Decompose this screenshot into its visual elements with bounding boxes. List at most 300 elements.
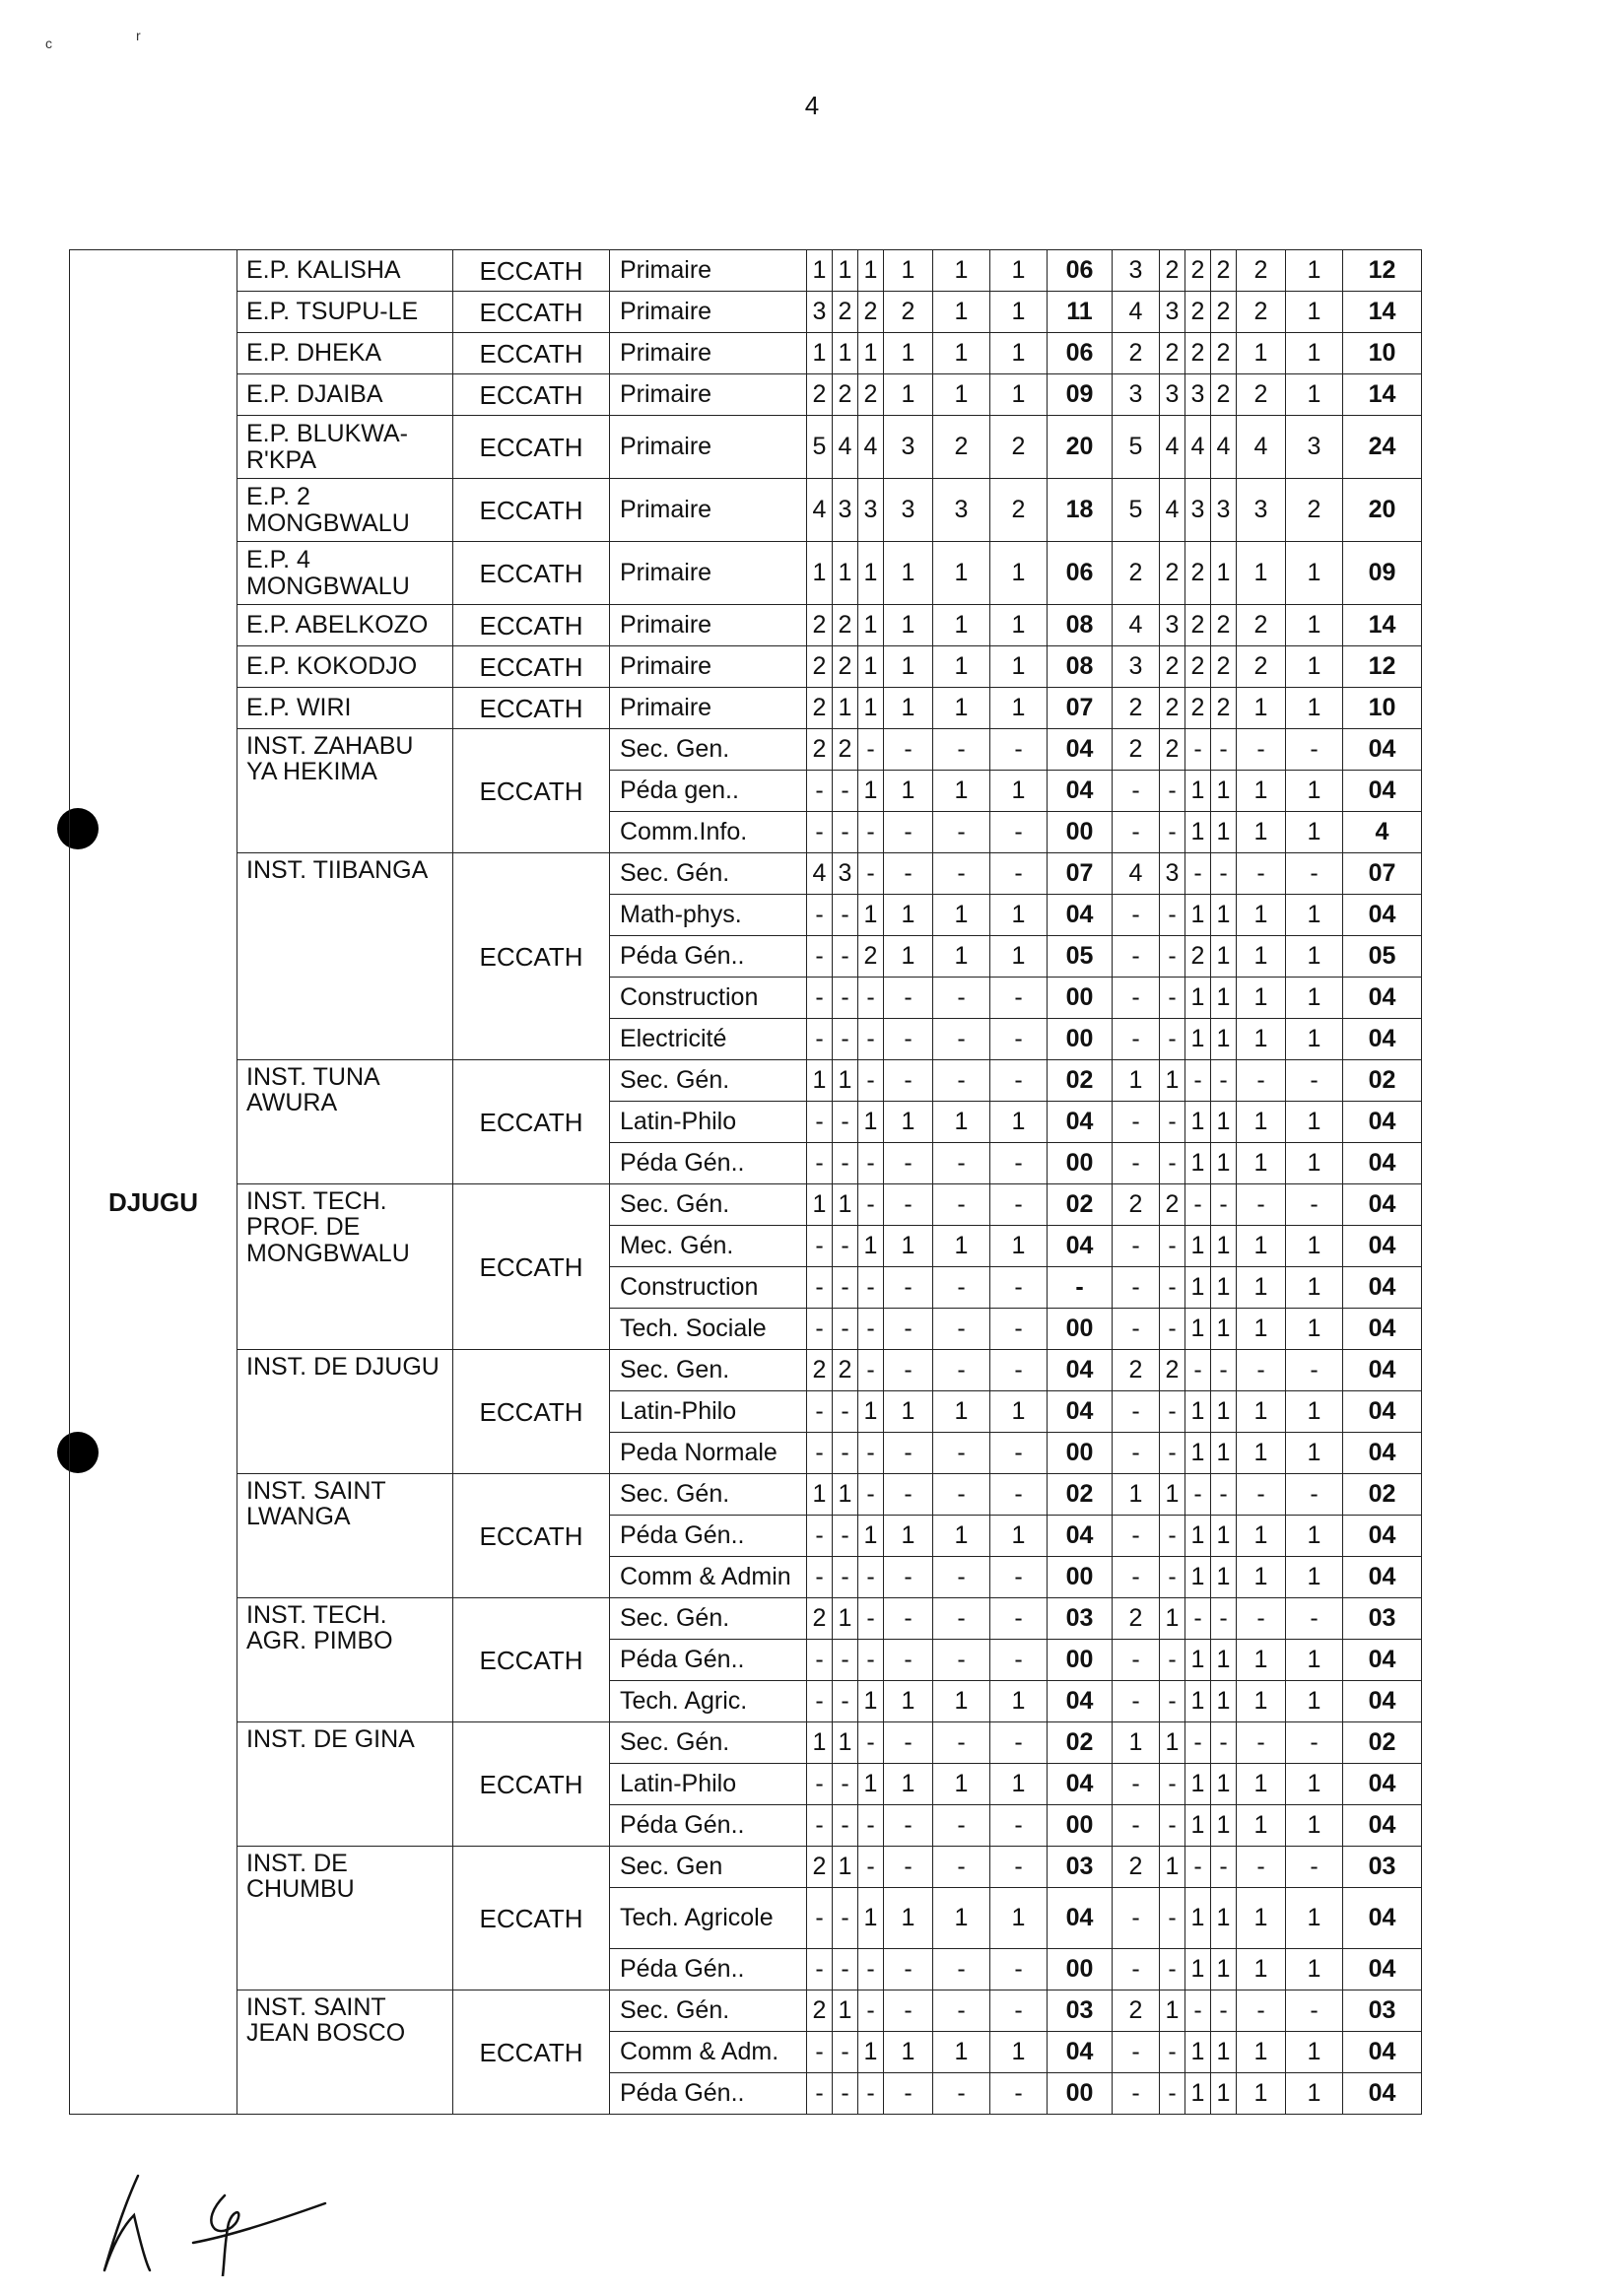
value-cell: 03 <box>1048 1990 1113 2032</box>
value-cell: 1 <box>990 1391 1048 1433</box>
value-cell: 1 <box>933 895 990 936</box>
value-cell: - <box>1113 1949 1160 1990</box>
value-cell: - <box>990 1143 1048 1184</box>
value-cell: 4 <box>1113 605 1160 646</box>
value-cell: 00 <box>1048 2073 1113 2115</box>
table-row <box>70 542 1422 605</box>
value-cell: 1 <box>1211 1557 1237 1598</box>
option-cell: Peda Normale <box>610 1433 807 1474</box>
value-cell: - <box>858 1598 884 1640</box>
value-cell: 1 <box>933 1391 990 1433</box>
value-cell: 03 <box>1343 1990 1422 2032</box>
value-cell: 2 <box>1160 333 1185 374</box>
value-cell: - <box>1185 1474 1211 1516</box>
value-cell: - <box>884 1184 933 1226</box>
value-cell: 1 <box>884 688 933 729</box>
value-cell: - <box>884 1060 933 1102</box>
value-cell: 2 <box>833 1350 858 1391</box>
value-cell: 1 <box>990 1888 1048 1949</box>
value-cell: - <box>1160 1681 1185 1722</box>
value-cell: 2 <box>1185 936 1211 978</box>
value-cell: 04 <box>1343 978 1422 1019</box>
value-cell: 1 <box>1211 1309 1237 1350</box>
value-cell: 3 <box>833 853 858 895</box>
school-name-cell: E.P. 2 MONGBWALU <box>237 479 453 542</box>
value-cell: - <box>884 1722 933 1764</box>
option-cell: Comm & Admin <box>610 1557 807 1598</box>
value-cell: 1 <box>933 1102 990 1143</box>
value-cell: 1 <box>990 1226 1048 1267</box>
value-cell: 04 <box>1343 1391 1422 1433</box>
value-cell: 1 <box>1286 1805 1343 1847</box>
value-cell: 1 <box>1185 1888 1211 1949</box>
value-cell: - <box>1113 1019 1160 1060</box>
value-cell: 1 <box>1286 1640 1343 1681</box>
value-cell: 18 <box>1048 479 1113 542</box>
value-cell: - <box>807 1640 833 1681</box>
value-cell: 11 <box>1048 292 1113 333</box>
value-cell: - <box>1160 1949 1185 1990</box>
option-cell: Primaire <box>610 542 807 605</box>
value-cell: - <box>933 729 990 771</box>
option-cell: Primaire <box>610 646 807 688</box>
value-cell: - <box>1160 1888 1185 1949</box>
value-cell: 2 <box>1160 688 1185 729</box>
value-cell: - <box>1286 1990 1343 2032</box>
value-cell: - <box>884 1805 933 1847</box>
value-cell: 20 <box>1048 416 1113 479</box>
value-cell: - <box>1211 1060 1237 1102</box>
value-cell: - <box>858 853 884 895</box>
value-cell: 1 <box>933 1888 990 1949</box>
value-cell: 04 <box>1343 1019 1422 1060</box>
value-cell: 1 <box>884 771 933 812</box>
value-cell: 1 <box>858 542 884 605</box>
value-cell: 1 <box>807 1722 833 1764</box>
organization-cell: ECCATH <box>453 1184 610 1350</box>
value-cell: 04 <box>1048 1226 1113 1267</box>
value-cell: 2 <box>1237 646 1286 688</box>
value-cell: - <box>990 1019 1048 1060</box>
organization-cell: ECCATH <box>453 729 610 853</box>
value-cell: 1 <box>858 771 884 812</box>
value-cell: - <box>858 2073 884 2115</box>
value-cell: 1 <box>990 250 1048 292</box>
value-cell: 3 <box>1160 292 1185 333</box>
value-cell: 04 <box>1343 1557 1422 1598</box>
value-cell: - <box>884 2073 933 2115</box>
value-cell: 14 <box>1343 374 1422 416</box>
value-cell: 1 <box>833 1060 858 1102</box>
value-cell: 2 <box>1113 1598 1160 1640</box>
value-cell: 1 <box>884 895 933 936</box>
value-cell: - <box>990 1847 1048 1888</box>
value-cell: 1 <box>933 1681 990 1722</box>
value-cell: 1 <box>1286 1102 1343 1143</box>
value-cell: 08 <box>1048 605 1113 646</box>
value-cell: 02 <box>1343 1722 1422 1764</box>
value-cell: 1 <box>1211 771 1237 812</box>
value-cell: - <box>833 1143 858 1184</box>
value-cell: 02 <box>1048 1474 1113 1516</box>
value-cell: 1 <box>1185 812 1211 853</box>
organization-cell: ECCATH <box>453 688 610 729</box>
value-cell: 09 <box>1343 542 1422 605</box>
value-cell: 4 <box>1343 812 1422 853</box>
option-cell: Sec. Gén. <box>610 1990 807 2032</box>
value-cell: 1 <box>1237 1391 1286 1433</box>
value-cell: 1 <box>990 292 1048 333</box>
school-name-cell: INST. TECH. PROF. DE MONGBWALU <box>237 1184 453 1350</box>
value-cell: 1 <box>1237 1681 1286 1722</box>
value-cell: - <box>1237 1847 1286 1888</box>
value-cell: - <box>807 1226 833 1267</box>
value-cell: 1 <box>1286 1267 1343 1309</box>
value-cell: - <box>1048 1267 1113 1309</box>
value-cell: 2 <box>807 374 833 416</box>
value-cell: 4 <box>1237 416 1286 479</box>
value-cell: - <box>1113 1226 1160 1267</box>
value-cell: 1 <box>884 605 933 646</box>
value-cell: 3 <box>884 479 933 542</box>
value-cell: - <box>990 1474 1048 1516</box>
table-row <box>70 374 1422 416</box>
value-cell: 1 <box>1286 1433 1343 1474</box>
value-cell: - <box>1237 729 1286 771</box>
value-cell: 1 <box>858 1764 884 1805</box>
value-cell: 2 <box>833 605 858 646</box>
organization-cell: ECCATH <box>453 374 610 416</box>
value-cell: 1 <box>884 250 933 292</box>
value-cell: - <box>833 1309 858 1350</box>
value-cell: - <box>933 1474 990 1516</box>
value-cell: - <box>1160 1764 1185 1805</box>
value-cell: - <box>933 1350 990 1391</box>
value-cell: - <box>990 1598 1048 1640</box>
value-cell: - <box>1211 1350 1237 1391</box>
value-cell: 1 <box>1211 1764 1237 1805</box>
value-cell: - <box>933 1557 990 1598</box>
value-cell: 2 <box>1211 250 1237 292</box>
table-row <box>70 853 1422 895</box>
value-cell: - <box>990 1722 1048 1764</box>
table-row <box>70 1060 1422 1102</box>
value-cell: 4 <box>807 479 833 542</box>
value-cell: - <box>884 1847 933 1888</box>
option-cell: Péda gen.. <box>610 771 807 812</box>
option-cell: Sec. Gén. <box>610 853 807 895</box>
value-cell: 1 <box>884 646 933 688</box>
value-cell: - <box>807 812 833 853</box>
value-cell: 04 <box>1343 1949 1422 1990</box>
value-cell: 2 <box>807 646 833 688</box>
value-cell: 2 <box>1185 688 1211 729</box>
value-cell: - <box>833 2073 858 2115</box>
value-cell: 1 <box>1286 605 1343 646</box>
school-name-cell: E.P. 4 MONGBWALU <box>237 542 453 605</box>
option-cell: Construction <box>610 978 807 1019</box>
value-cell: 1 <box>807 1474 833 1516</box>
value-cell: - <box>933 1640 990 1681</box>
value-cell: 1 <box>1113 1722 1160 1764</box>
value-cell: 1 <box>1237 1805 1286 1847</box>
value-cell: - <box>833 1226 858 1267</box>
value-cell: - <box>1113 1681 1160 1722</box>
value-cell: - <box>1160 1143 1185 1184</box>
value-cell: 00 <box>1048 1309 1113 1350</box>
value-cell: 3 <box>1286 416 1343 479</box>
value-cell: 04 <box>1343 1888 1422 1949</box>
value-cell: 1 <box>858 333 884 374</box>
value-cell: - <box>858 1433 884 1474</box>
value-cell: 1 <box>1286 1949 1343 1990</box>
value-cell: 2 <box>1185 333 1211 374</box>
value-cell: 1 <box>1211 1267 1237 1309</box>
value-cell: - <box>1286 853 1343 895</box>
value-cell: 1 <box>858 2032 884 2073</box>
value-cell: - <box>933 1805 990 1847</box>
value-cell: - <box>990 1557 1048 1598</box>
option-cell: Péda Gén.. <box>610 1143 807 1184</box>
value-cell: 1 <box>1211 1391 1237 1433</box>
value-cell: 04 <box>1343 1309 1422 1350</box>
schools-table-container <box>69 249 1422 2115</box>
value-cell: 1 <box>833 333 858 374</box>
page-number: 4 <box>804 91 820 120</box>
value-cell: 2 <box>807 1350 833 1391</box>
value-cell: 07 <box>1343 853 1422 895</box>
value-cell: - <box>833 1102 858 1143</box>
value-cell: - <box>807 1557 833 1598</box>
value-cell: - <box>1113 1433 1160 1474</box>
value-cell: 3 <box>1211 479 1237 542</box>
value-cell: 1 <box>1237 2032 1286 2073</box>
value-cell: 1 <box>933 542 990 605</box>
table-row <box>70 688 1422 729</box>
value-cell: - <box>833 771 858 812</box>
value-cell: - <box>1286 1847 1343 1888</box>
value-cell: 1 <box>884 1764 933 1805</box>
value-cell: - <box>807 936 833 978</box>
value-cell: - <box>858 1640 884 1681</box>
organization-cell: ECCATH <box>453 292 610 333</box>
value-cell: - <box>1160 812 1185 853</box>
value-cell: 1 <box>933 646 990 688</box>
value-cell: 1 <box>933 250 990 292</box>
value-cell: 3 <box>858 479 884 542</box>
school-name-cell: INST. DE GINA <box>237 1722 453 1847</box>
value-cell: - <box>1113 1102 1160 1143</box>
value-cell: - <box>933 2073 990 2115</box>
value-cell: - <box>884 1267 933 1309</box>
value-cell: 1 <box>990 333 1048 374</box>
organization-cell: ECCATH <box>453 333 610 374</box>
value-cell: 2 <box>1185 605 1211 646</box>
table-row <box>70 250 1422 292</box>
value-cell: - <box>833 1267 858 1309</box>
school-name-cell: E.P. WIRI <box>237 688 453 729</box>
value-cell: - <box>884 1949 933 1990</box>
value-cell: - <box>1237 1722 1286 1764</box>
value-cell: 3 <box>1113 374 1160 416</box>
value-cell: 1 <box>833 1990 858 2032</box>
value-cell: - <box>1185 853 1211 895</box>
value-cell: 02 <box>1048 1184 1113 1226</box>
value-cell: 04 <box>1048 1391 1113 1433</box>
value-cell: 1 <box>1286 333 1343 374</box>
value-cell: - <box>933 1309 990 1350</box>
value-cell: - <box>858 1474 884 1516</box>
value-cell: - <box>884 1143 933 1184</box>
option-cell: Latin-Philo <box>610 1391 807 1433</box>
value-cell: 03 <box>1343 1847 1422 1888</box>
value-cell: 1 <box>1237 1516 1286 1557</box>
value-cell: - <box>933 1949 990 1990</box>
school-name-cell: INST. DE CHUMBU <box>237 1847 453 1990</box>
value-cell: 1 <box>990 1102 1048 1143</box>
value-cell: 1 <box>884 542 933 605</box>
value-cell: 1 <box>1185 1267 1211 1309</box>
option-cell: Comm.Info. <box>610 812 807 853</box>
value-cell: 00 <box>1048 1433 1113 1474</box>
value-cell: 1 <box>1286 1226 1343 1267</box>
value-cell: - <box>933 1433 990 1474</box>
value-cell: - <box>1237 853 1286 895</box>
value-cell: 1 <box>1286 2073 1343 2115</box>
value-cell: 1 <box>1160 1722 1185 1764</box>
value-cell: - <box>807 2032 833 2073</box>
school-name-cell: INST. ZAHABU YA HEKIMA <box>237 729 453 853</box>
value-cell: - <box>807 1267 833 1309</box>
table-row <box>70 1184 1422 1226</box>
value-cell: 2 <box>884 292 933 333</box>
value-cell: - <box>858 1060 884 1102</box>
option-cell: Latin-Philo <box>610 1102 807 1143</box>
value-cell: 1 <box>858 250 884 292</box>
value-cell: 2 <box>858 374 884 416</box>
option-cell: Math-phys. <box>610 895 807 936</box>
value-cell: 4 <box>1160 416 1185 479</box>
value-cell: 00 <box>1048 1805 1113 1847</box>
value-cell: 04 <box>1048 2032 1113 2073</box>
school-name-cell: E.P. BLUKWA-R'KPA <box>237 416 453 479</box>
value-cell: 04 <box>1343 1184 1422 1226</box>
organization-cell: ECCATH <box>453 250 610 292</box>
value-cell: - <box>807 1433 833 1474</box>
value-cell: 4 <box>807 853 833 895</box>
value-cell: - <box>807 1764 833 1805</box>
value-cell: 5 <box>1113 416 1160 479</box>
value-cell: 04 <box>1343 1102 1422 1143</box>
option-cell: Sec. Gén. <box>610 1598 807 1640</box>
value-cell: - <box>1160 1267 1185 1309</box>
value-cell: 1 <box>990 1516 1048 1557</box>
option-cell: Primaire <box>610 292 807 333</box>
value-cell: - <box>884 1598 933 1640</box>
table-row <box>70 605 1422 646</box>
value-cell: - <box>1237 1350 1286 1391</box>
value-cell: 04 <box>1048 1516 1113 1557</box>
value-cell: - <box>833 1681 858 1722</box>
value-cell: 2 <box>1160 1350 1185 1391</box>
value-cell: - <box>990 853 1048 895</box>
value-cell: - <box>858 1019 884 1060</box>
value-cell: 5 <box>807 416 833 479</box>
value-cell: 1 <box>1211 936 1237 978</box>
value-cell: 1 <box>1185 1557 1211 1598</box>
table-row <box>70 1722 1422 1764</box>
value-cell: - <box>990 729 1048 771</box>
value-cell: 1 <box>990 936 1048 978</box>
value-cell: 2 <box>1113 542 1160 605</box>
value-cell: 2 <box>1113 1350 1160 1391</box>
value-cell: 1 <box>1237 1888 1286 1949</box>
value-cell: - <box>833 1640 858 1681</box>
value-cell: 2 <box>1211 374 1237 416</box>
value-cell: 3 <box>1113 250 1160 292</box>
value-cell: 2 <box>1237 605 1286 646</box>
value-cell: - <box>1286 1184 1343 1226</box>
value-cell: - <box>1113 1557 1160 1598</box>
value-cell: 1 <box>1237 812 1286 853</box>
organization-cell: ECCATH <box>453 416 610 479</box>
table-row <box>70 1598 1422 1640</box>
schools-table <box>69 249 1422 2115</box>
value-cell: 1 <box>1185 1681 1211 1722</box>
value-cell: 1 <box>884 1681 933 1722</box>
value-cell: 04 <box>1048 1888 1113 1949</box>
value-cell: 3 <box>833 479 858 542</box>
organization-cell: ECCATH <box>453 542 610 605</box>
value-cell: - <box>933 1143 990 1184</box>
table-row <box>70 1847 1422 1888</box>
value-cell: 1 <box>833 1598 858 1640</box>
value-cell: - <box>1211 1990 1237 2032</box>
value-cell: 08 <box>1048 646 1113 688</box>
value-cell: - <box>1160 2073 1185 2115</box>
option-cell: Mec. Gén. <box>610 1226 807 1267</box>
value-cell: 2 <box>1211 646 1237 688</box>
value-cell: 3 <box>1160 853 1185 895</box>
value-cell: 1 <box>1237 1226 1286 1267</box>
value-cell: - <box>1211 1722 1237 1764</box>
value-cell: - <box>990 978 1048 1019</box>
value-cell: - <box>807 1143 833 1184</box>
option-cell: Péda Gén.. <box>610 1640 807 1681</box>
value-cell: - <box>1113 2032 1160 2073</box>
value-cell: - <box>1113 1764 1160 1805</box>
value-cell: - <box>1160 1391 1185 1433</box>
value-cell: 1 <box>990 1764 1048 1805</box>
value-cell: 3 <box>1237 479 1286 542</box>
value-cell: 2 <box>1113 729 1160 771</box>
option-cell: Electricité <box>610 1019 807 1060</box>
value-cell: - <box>990 1805 1048 1847</box>
value-cell: - <box>990 1990 1048 2032</box>
value-cell: 1 <box>933 2032 990 2073</box>
value-cell: 1 <box>933 1226 990 1267</box>
option-cell: Primaire <box>610 416 807 479</box>
value-cell: - <box>1160 1102 1185 1143</box>
value-cell: 06 <box>1048 333 1113 374</box>
value-cell: - <box>990 812 1048 853</box>
value-cell: 1 <box>933 1764 990 1805</box>
value-cell: - <box>1211 1184 1237 1226</box>
value-cell: - <box>1286 1598 1343 1640</box>
value-cell: 04 <box>1343 729 1422 771</box>
value-cell: 04 <box>1343 1805 1422 1847</box>
value-cell: 2 <box>1160 250 1185 292</box>
